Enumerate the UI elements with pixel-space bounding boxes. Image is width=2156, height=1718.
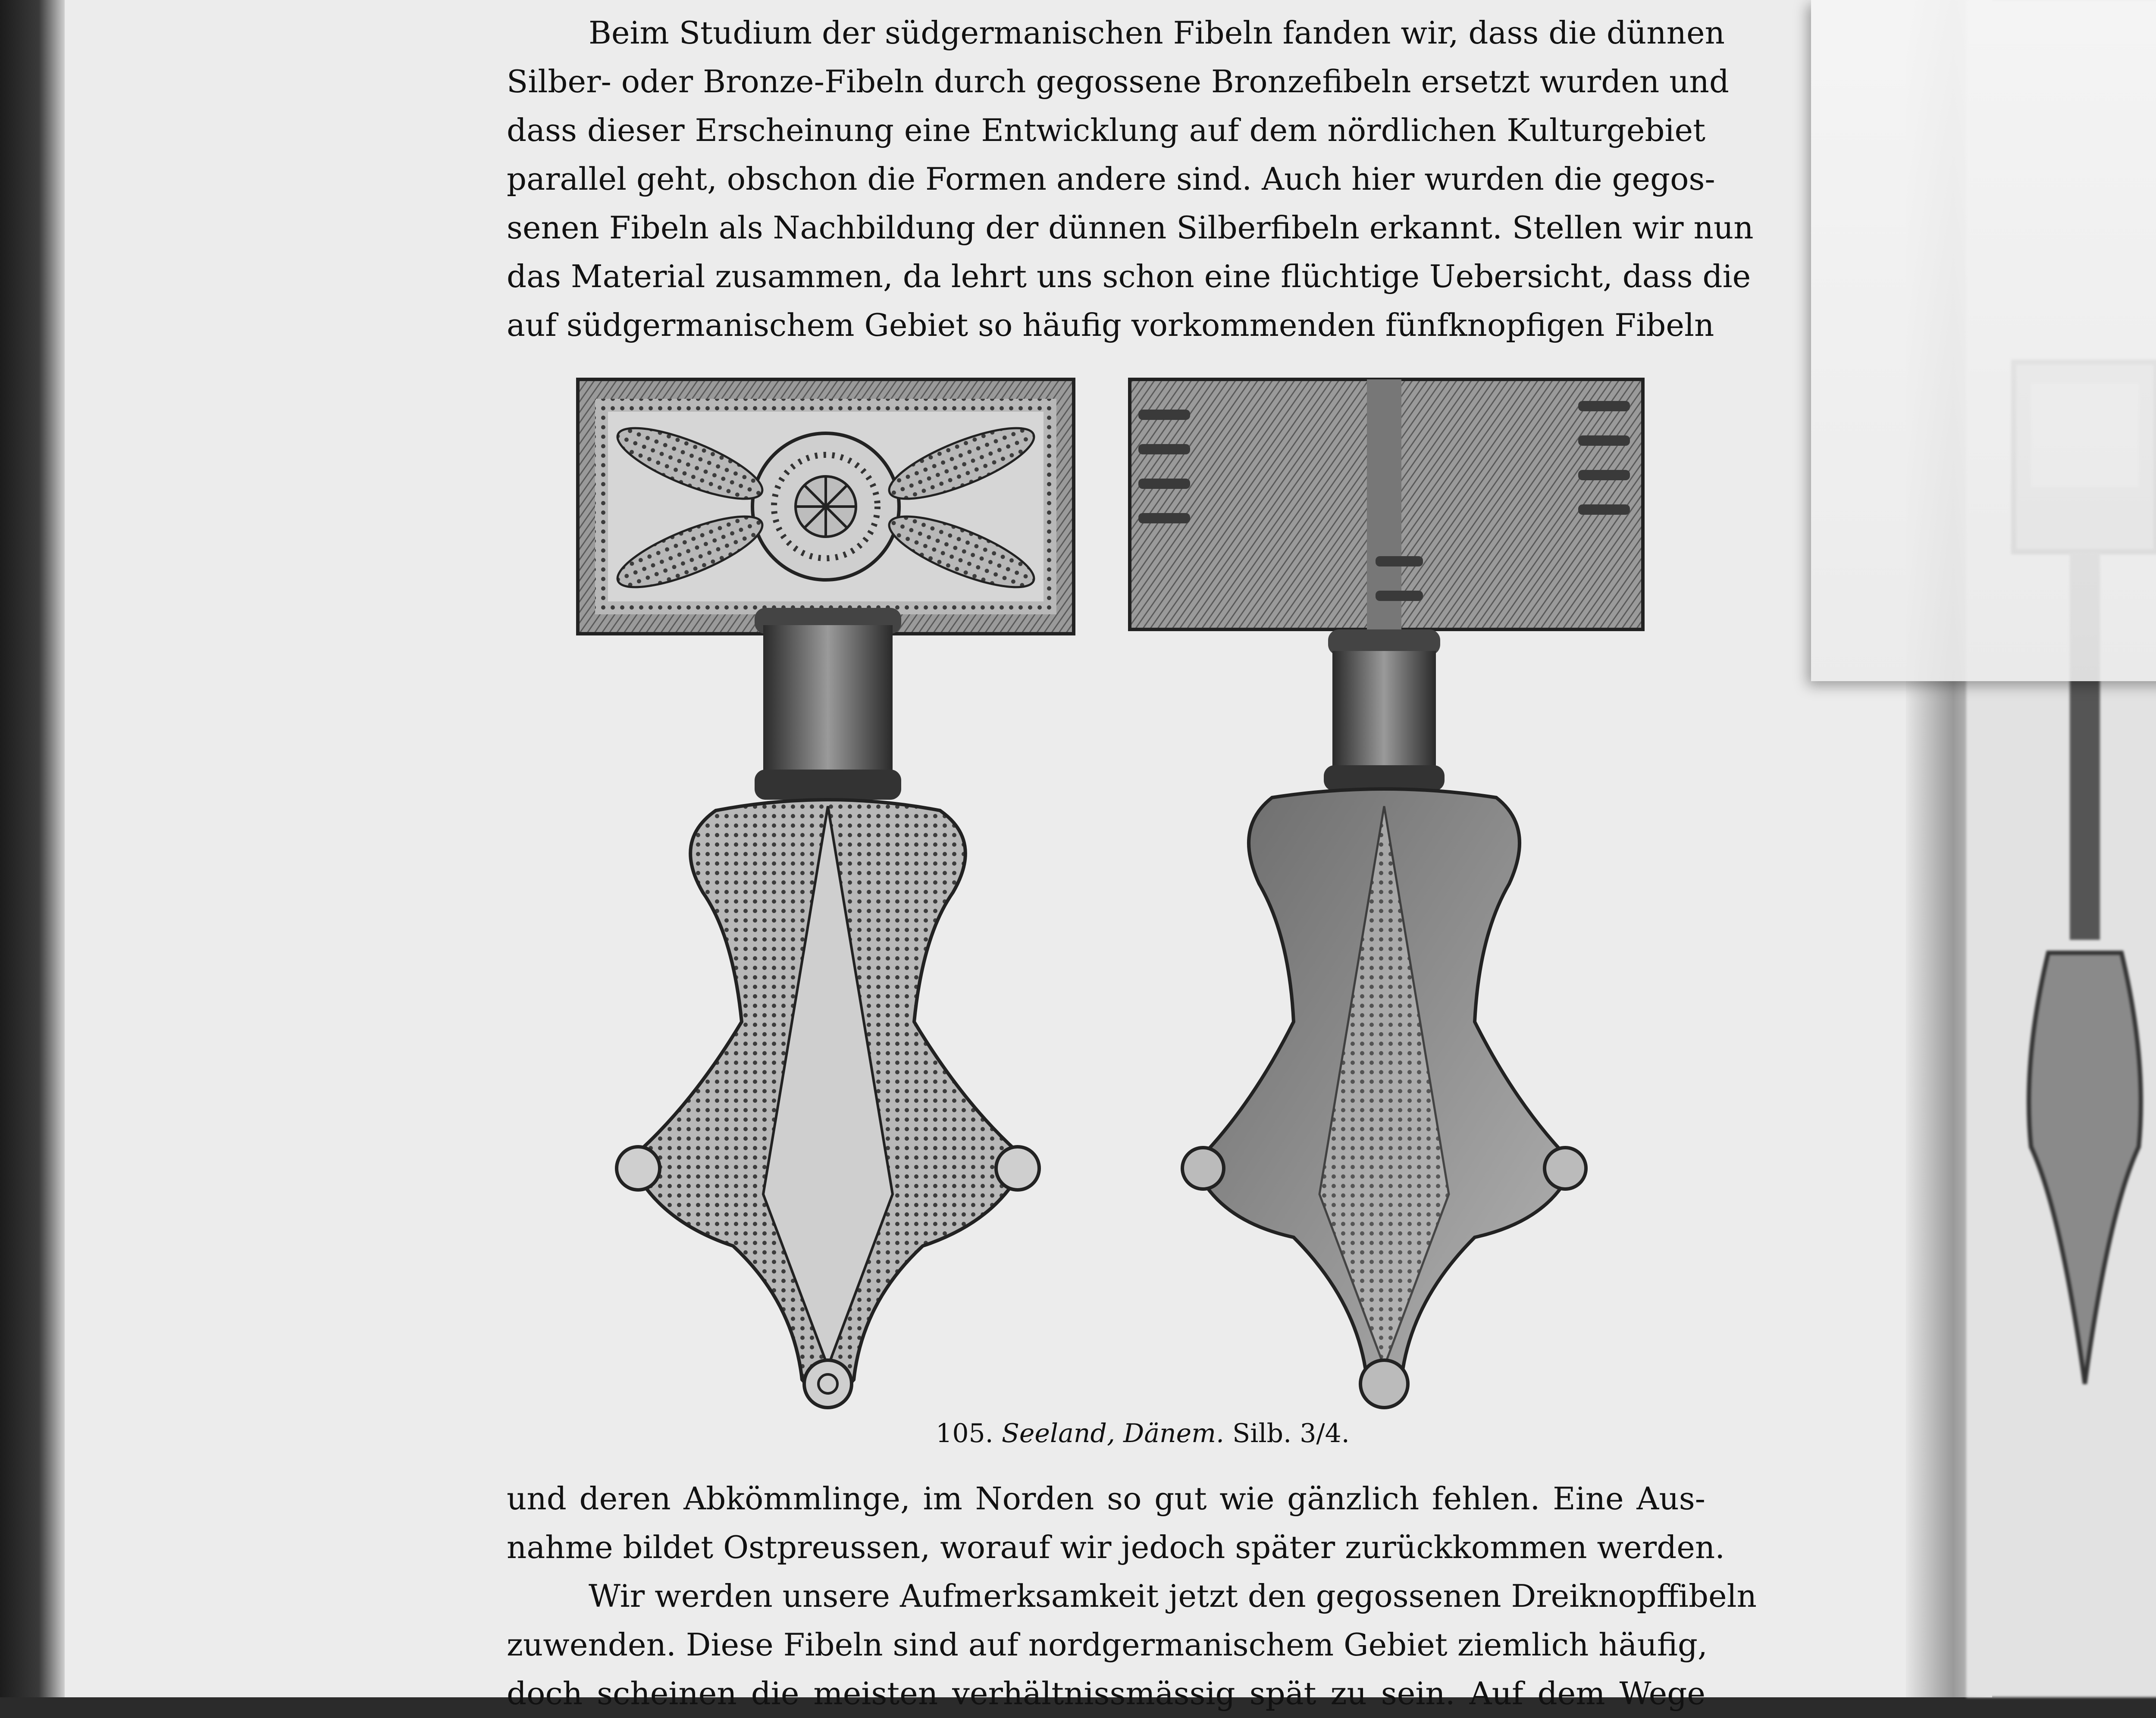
text-line: Wir werden unsere Aufmerksamkeit jetzt den gegossenen Dreiknopffibeln bbox=[589, 1578, 1757, 1614]
caption-scale: 3/4. bbox=[1300, 1418, 1350, 1449]
text-line: senen Fibeln als Nachbildung der dünnen Silberfibeln erkannt. Stellen wir nun bbox=[507, 210, 1754, 246]
overlapping-paper-sheet bbox=[1811, 0, 2156, 681]
text-line: das Material zusammen, da lehrt uns schon eine flüchtige Uebersicht, dass die bbox=[507, 258, 1751, 294]
paragraph-bottom bbox=[507, 1474, 1757, 1718]
caption-place: Seeland, Dänem. bbox=[1001, 1418, 1225, 1449]
text-line: zuwenden. Diese Fibeln sind auf nordgermanischem Gebiet ziemlich häufig, bbox=[507, 1627, 1708, 1663]
text-line: nahme bildet Ostpreussen, worauf wir jedoch später zurückkommen werden. bbox=[507, 1529, 1725, 1565]
caption-number: 105. bbox=[936, 1418, 993, 1449]
text-line: auf südgermanischem Gebiet so häufig vorkommenden fünfknopfigen Fibeln bbox=[507, 307, 1714, 343]
fibula-front-view bbox=[578, 379, 1074, 1408]
text-line: dass dieser Erscheinung eine Entwicklung auf dem nördlichen Kulturgebiet bbox=[507, 112, 1705, 148]
fibula-illustration bbox=[561, 375, 1664, 1418]
text-line: parallel geht, obschon die Formen andere sind. Auch hier wurden die gegos- bbox=[507, 161, 1715, 197]
caption-material: Silb. bbox=[1232, 1418, 1292, 1449]
figure-caption bbox=[906, 1418, 1380, 1449]
text-line: doch scheinen die meisten verhältnissmässig spät zu sein. Auf dem Wege bbox=[507, 1675, 1705, 1712]
book-cover-edge bbox=[0, 0, 65, 1697]
paragraph-top bbox=[507, 9, 1754, 350]
text-line: und deren Abkömmlinge, im Norden so gut wie gänzlich fehlen. Eine Aus- bbox=[507, 1480, 1705, 1517]
fibula-back-view bbox=[1130, 379, 1643, 1408]
text-line: Silber- oder Bronze-Fibeln durch gegossene Bronzefibeln ersetzt wurden und bbox=[507, 63, 1729, 100]
text-line: Beim Studium der südgermanischen Fibeln fanden wir, dass die dünnen bbox=[589, 15, 1725, 51]
